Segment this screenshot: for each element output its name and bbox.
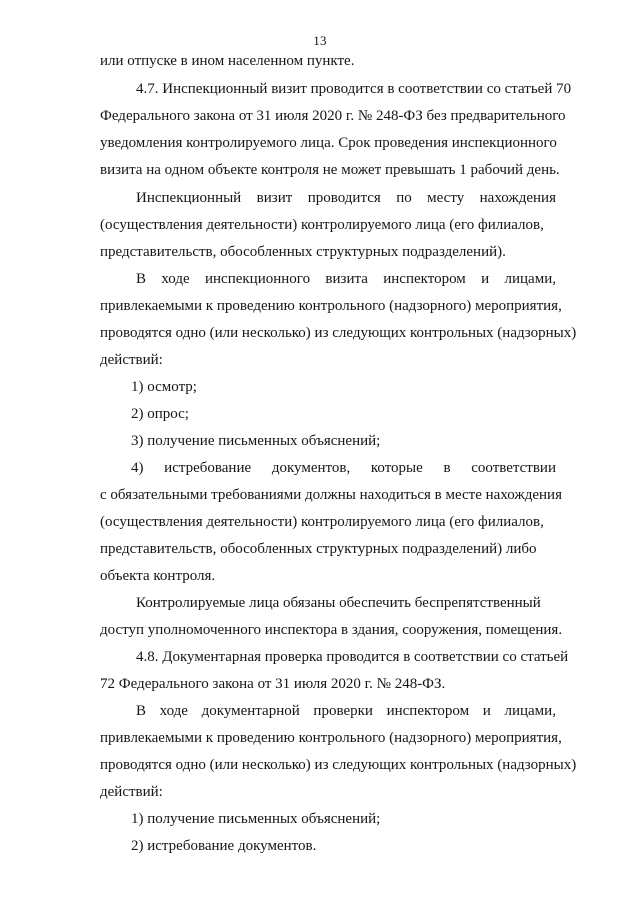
list-item: 2) истребование документов. <box>131 838 317 854</box>
word: визит <box>256 190 293 206</box>
word: визита <box>325 271 368 287</box>
word: документов, <box>271 460 351 476</box>
word: в <box>443 460 451 476</box>
word: и <box>482 703 491 719</box>
text-line: объекта контроля. <box>100 568 216 584</box>
text-line: Федерального закона от 31 июля 2020 г. № 248-ФЗ без предварительного <box>100 108 566 124</box>
text-line: привлекаемыми к проведению контрольного (надзорного) мероприятия, <box>100 298 562 314</box>
list-item: 1) осмотр; <box>131 379 197 395</box>
word: Инспекционный <box>136 190 242 206</box>
word: соответствии <box>471 460 556 476</box>
text-line: Контролируемые лица обязаны обеспечить беспрепятственный <box>136 595 541 611</box>
word: документарной <box>201 703 300 719</box>
text-line: действий: <box>100 784 163 800</box>
word: проверки <box>313 703 373 719</box>
text-line: визита на одном объекте контроля не может превышать 1 рабочий день. <box>100 162 560 178</box>
text-line: уведомления контролируемого лица. Срок проведения инспекционного <box>100 135 557 151</box>
list-item: 1) получение письменных объяснений; <box>131 811 381 827</box>
word: лицами, <box>504 703 556 719</box>
word: В <box>136 271 147 287</box>
word: проводится <box>307 190 381 206</box>
justified-line <box>131 459 556 477</box>
word: по <box>396 190 412 206</box>
text-line: с обязательными требованиями должны находиться в месте нахождения <box>100 487 562 503</box>
text-line: представительств, обособленных структурных подразделений) либо <box>100 541 537 557</box>
word: инспекционного <box>205 271 311 287</box>
word: 4) <box>131 460 144 476</box>
page-number: 13 <box>313 33 327 48</box>
justified-line <box>136 270 556 288</box>
word: В <box>136 703 147 719</box>
text-line: 72 Федерального закона от 31 июля 2020 г. № 248-ФЗ. <box>100 676 446 692</box>
justified-line <box>136 702 556 720</box>
text-line: проводятся одно (или несколько) из следующих контрольных (надзорных) <box>100 325 577 341</box>
text-line: привлекаемыми к проведению контрольного (надзорного) мероприятия, <box>100 730 562 746</box>
text-line: (осуществления деятельности) контролируемого лица (его филиалов, <box>100 217 544 233</box>
text-line: доступ уполномоченного инспектора в здания, сооружения, помещения. <box>100 622 563 638</box>
word: и <box>481 271 490 287</box>
justified-line <box>136 189 556 207</box>
word: лицами, <box>504 271 556 287</box>
word: истребование <box>164 460 252 476</box>
word: которые <box>370 460 423 476</box>
list-item: 2) опрос; <box>131 406 189 422</box>
word: ходе <box>161 271 190 287</box>
word: нахождения <box>479 190 556 206</box>
text-line: проводятся одно (или несколько) из следующих контрольных (надзорных) <box>100 757 577 773</box>
list-item: 3) получение письменных объяснений; <box>131 433 381 449</box>
text-line: (осуществления деятельности) контролируемого лица (его филиалов, <box>100 514 544 530</box>
text-line: или отпуске в ином населенном пункте. <box>100 53 355 69</box>
word: месту <box>427 190 465 206</box>
word: инспектором <box>383 271 466 287</box>
word: ходе <box>159 703 188 719</box>
section-4-7-heading-line: 4.7. Инспекционный визит проводится в соответствии со статьей 70 <box>136 81 572 97</box>
text-line: представительств, обособленных структурных подразделений). <box>100 244 506 260</box>
word: инспектором <box>386 703 470 719</box>
section-4-8-heading-line: 4.8. Документарная проверка проводится в соответствии со статьей <box>136 649 569 665</box>
text-line: действий: <box>100 352 163 368</box>
